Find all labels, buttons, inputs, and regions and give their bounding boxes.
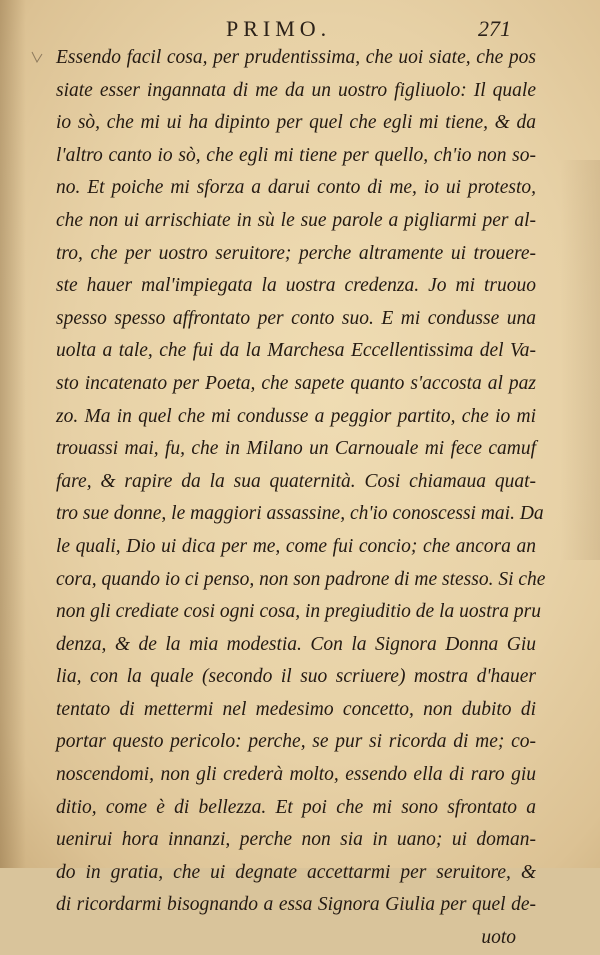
catchword: uoto <box>481 927 516 949</box>
text-line: Essendo facil cosa, per prudentissima, che uoi siate, che pos <box>56 47 536 68</box>
text-line: spesso spesso affrontato per conto suo. E mi condusse una <box>56 307 536 329</box>
text-line: portar questo pericolo: perche, se pur si ricorda di me; co- <box>56 731 536 753</box>
text-line: uolta a tale, che fui da la Marchesa Eccellentissima del Va- <box>56 340 536 362</box>
text-line: ditio, come è di bellezza. Et poi che mi sono sfrontato a <box>56 796 536 818</box>
text-line: trouassi mai, fu, che in Milano un Carnouale mi fece camuf <box>56 438 536 460</box>
pencil-mark-icon <box>30 50 44 66</box>
text-line: tentato di mettermi nel medesimo concetto, non dubito di <box>56 698 536 720</box>
text-line: sto incatenato per Poeta, che sapete quanto s'accosta al paz <box>56 372 536 394</box>
running-head-title: PRIMO. <box>226 16 332 41</box>
text-line: noscendomi, non gli crederà molto, essendo ella di raro giu <box>56 764 536 786</box>
text-line: tro, che per uostro seruitore; perche altramente ui trouere- <box>56 242 536 264</box>
text-line: che non ui arrischiate in sù le sue parole a pigliarmi per al- <box>56 209 536 231</box>
text-line: cora, quando io ci penso, non son padrone di me stesso. Si che <box>56 568 546 590</box>
text-line: io sò, che mi ui ha dipinto per quel che egli mi tiene, & da <box>56 112 536 134</box>
text-line: fare, & rapire da la sua quaternità. Cosi chiamaua quat- <box>56 470 536 492</box>
text-line: le quali, Dio ui dica per me, come fui concio; che ancora an <box>56 535 536 557</box>
text-line: l'altro canto io sò, che egli mi tiene per quello, ch'io non so- <box>56 144 536 166</box>
text-line: zo. Ma in quel che mi condusse a peggior partito, che io mi <box>56 405 536 427</box>
show-through-bleed <box>560 160 600 560</box>
text-line: di ricordarmi bisognando a essa Signora Giulia per quel de- <box>56 894 536 916</box>
text-line: lia, con la quale (secondo il suo scriuere) mostra d'hauer <box>56 666 536 688</box>
body-text <box>56 42 546 955</box>
text-line: ste hauer mal'impiegata la uostra credenza. Jo mi truouo <box>56 275 536 297</box>
text-line: no. Et poiche mi sforza a darui conto di me, io ui protesto, <box>56 177 536 199</box>
text-line: siate esser ingannata di me da un uostro figliuolo: Il quale <box>56 79 536 101</box>
text-line: do in gratia, che ui degnate accettarmi per seruitore, & <box>56 861 536 883</box>
running-head <box>0 12 600 46</box>
text-line: denza, & de la mia modestia. Con la Signora Donna Giu <box>56 633 536 655</box>
text-line: uenirui hora innanzi, perche non sia in uano; ui doman- <box>56 829 536 851</box>
page-number: 271 <box>478 16 511 41</box>
text-line: tro sue donne, le maggiori assassine, ch'io conoscessi mai. Da <box>56 503 544 525</box>
text-line: non gli crediate cosi ogni cosa, in pregiuditio de la uostra pru <box>56 601 541 623</box>
gutter-shadow <box>0 0 26 868</box>
